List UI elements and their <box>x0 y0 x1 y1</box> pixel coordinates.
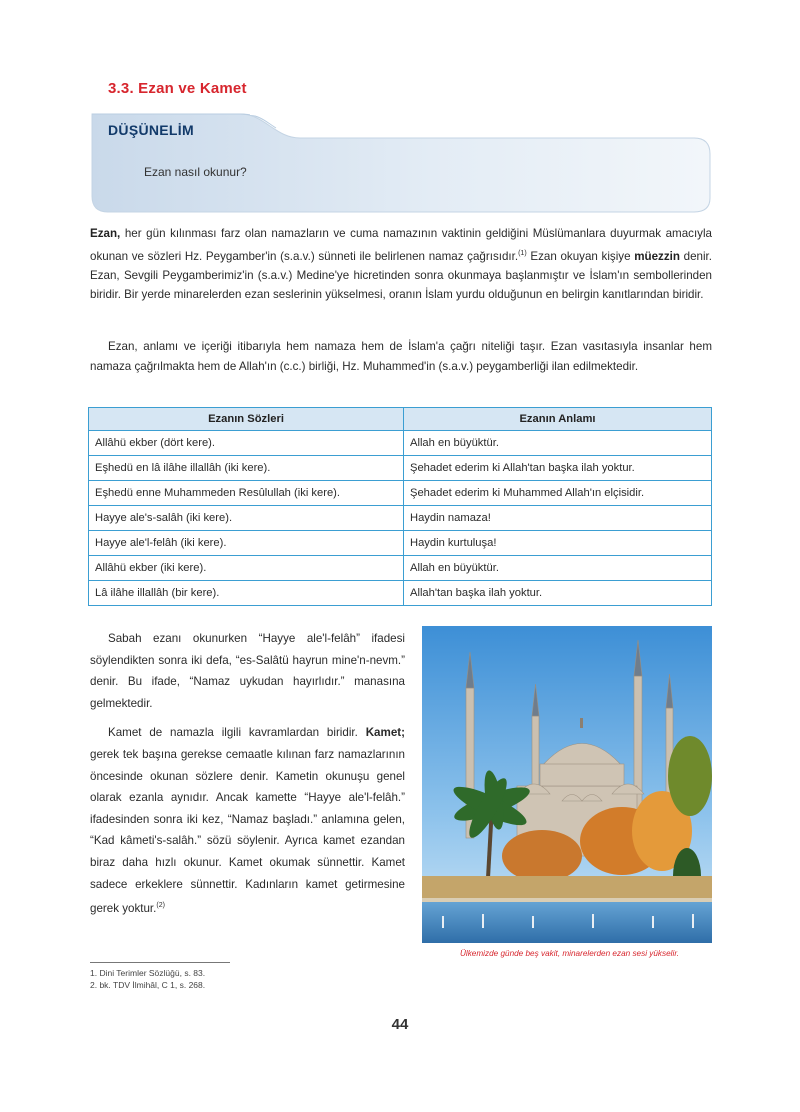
table-header-meaning: Ezanın Anlamı <box>404 408 712 431</box>
term-ezan: Ezan, <box>90 227 121 240</box>
table-cell-meaning: Allah en büyüktür. <box>404 431 712 456</box>
table-header-words: Ezanın Sözleri <box>89 408 404 431</box>
table-cell-words: Eşhedü en lâ ilâhe illallâh (iki kere). <box>89 456 404 481</box>
table-row <box>89 481 712 506</box>
term-kamet: Kamet; <box>365 726 405 740</box>
table-header-row <box>89 408 712 431</box>
footnote-divider <box>90 962 230 963</box>
table-cell-meaning: Haydin kurtuluşa! <box>404 531 712 556</box>
table-cell-meaning: Haydin namaza! <box>404 506 712 531</box>
table-row <box>89 506 712 531</box>
table-row <box>89 581 712 606</box>
table-cell-meaning: Şehadet ederim ki Allah'tan başka ilah yoktur. <box>404 456 712 481</box>
table-cell-meaning: Allah en büyüktür. <box>404 556 712 581</box>
term-muezzin: müezzin <box>634 249 680 263</box>
table-cell-words: Lâ ilâhe illallâh (bir kere). <box>89 581 404 606</box>
footnote-ref-1: (1) <box>518 249 527 257</box>
page-number: 44 <box>391 1016 409 1033</box>
table-cell-words: Allâhü ekber (iki kere). <box>89 556 404 581</box>
table-cell-words: Hayye ale'l-felâh (iki kere). <box>89 531 404 556</box>
photo-caption: Ülkemizde günde beş vakit, minarelerden ezan sesi yükselir. <box>459 949 680 958</box>
table-cell-meaning: Allah'tan başka ilah yoktur. <box>404 581 712 606</box>
table-cell-meaning: Şehadet ederim ki Muhammed Allah'ın elçisidir. <box>404 481 712 506</box>
think-box-title: DÜŞÜNELİM <box>108 122 194 138</box>
table-row <box>89 456 712 481</box>
paragraph-sabah-ezani: Sabah ezanı okunurken “Hayye ale'l-felâh” ifadesi söylendikten sonra iki defa, “es-Salâtü hayrun mine'n-nevm.” denir. Bu ifade, “Namaz uykudan hayırlıdır.” manasına gelmektedir. <box>90 632 405 710</box>
mosque-photo <box>422 626 712 943</box>
table-row <box>89 556 712 581</box>
paragraph-kamet: Kamet de namazla ilgili kavramlardan biridir. Kamet; gerek tek başına gerekse cemaatle kılınan farz namazlarının öncesinde okunan sözlere denir. Kametin okunuşu genel olarak ezanla aynıdır. Ancak kamette “Hayye ale'l-felâh.” ifadesinden sonra iki kez, “Namaz başladı.” anlamına gelen, “Kad kâmeti's-salâh.” sözü söylenir. Ayrıca kamet ezandan biraz daha hızlı okunur. Kamet okumak sünnettir. Kamet sadece erkeklere sünnettir. Kadınların kamet getirmesine gerek yoktur.$^{(2)}$ <box>90 726 405 915</box>
footnote-ref-2: (2) <box>156 902 165 910</box>
footnote-2: 2. bk. TDV İlmihâl, C 1, s. 268. <box>90 980 206 990</box>
footnote-1: 1. Dini Terimler Sözlüğü, s. 83. <box>90 968 206 978</box>
table-cell-words: Allâhü ekber (dört kere). <box>89 431 404 456</box>
paragraph-ezan-meaning: Ezan, anlamı ve içeriği itibarıyla hem namaza hem de İslam'a çağrı niteliği taşır. Ezan vasıtasıyla insanlar hem namaza çağrılmakta hem de Allah'ın (c.c.) birliği, Hz. Muhammed'in (s.a.v.) peygamberliği ilan edilmektedir. <box>90 340 712 373</box>
think-box-question: Ezan nasıl okunur? <box>144 165 247 179</box>
table-cell-words: Hayye ale's-salâh (iki kere). <box>89 506 404 531</box>
ezan-words-table <box>88 407 712 606</box>
table-cell-words: Eşhedü enne Muhammeden Resûlullah (iki kere). <box>89 481 404 506</box>
table-row <box>89 531 712 556</box>
mosque-illustration <box>422 626 712 943</box>
left-column-text <box>90 628 405 928</box>
paragraph-ezan-definition: Ezan, her gün kılınması farz olan namazların ve cuma namazının vaktinin geldiğini Müslümanlara duyurmak amacıyla okunan ve sözleri Hz. Peygamber'in (s.a.v.) sünneti ile belirlenen namaz çağrısıdır.$^{(1)}$ Ezan okuyan kişiye müezzin denir. Ezan, Sevgili Peygamberimiz'in (s.a.v.) Medine'ye hicretinden sonra okunmaya başlanmıştır ve İslam'ın sembollerinden biridir. Bir yerde minarelerden ezan seslerinin yükselmesi, oranın İslam yurdu olduğunun en belirgin kanıtlarından biridir. <box>90 227 713 302</box>
think-box <box>90 112 712 214</box>
table-row <box>89 431 712 456</box>
section-title: 3.3. Ezan ve Kamet <box>108 80 247 97</box>
